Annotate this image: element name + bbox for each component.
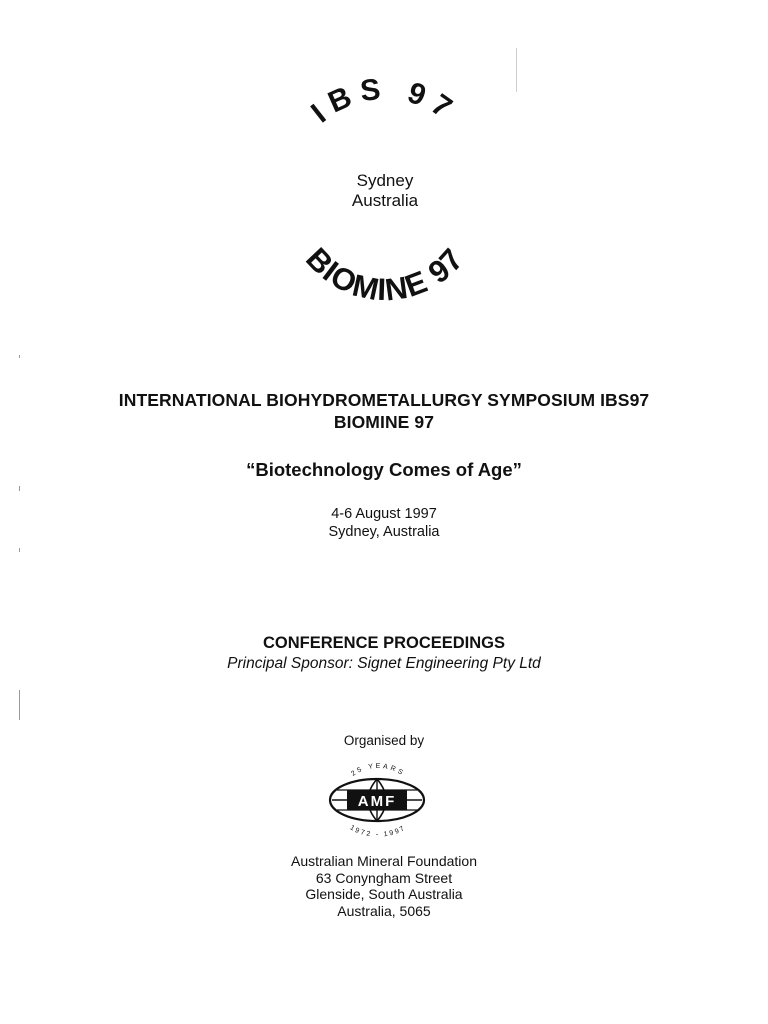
event-details	[0, 505, 768, 541]
logo-top-arc: IBS 97	[305, 72, 465, 130]
svg-text:25 YEARS	[350, 763, 406, 778]
title-line-1: INTERNATIONAL BIOHYDROMETALLURGY SYMPOSIUM IBS97	[118, 390, 650, 410]
amf-emblem	[325, 762, 429, 838]
address-line-2: 63 Conyngham Street	[315, 869, 453, 886]
svg-text:IBS 97	[305, 72, 464, 129]
svg-text:1972 - 1997	[349, 824, 408, 838]
logo-bottom-arc: BIOMINE 97	[299, 240, 471, 308]
address-line-4: Australia, 5065	[337, 902, 431, 919]
theme-tagline: “Biotechnology Comes of Age”	[246, 459, 522, 480]
proceedings-heading: CONFERENCE PROCEEDINGS	[262, 634, 506, 652]
event-dates: 4-6 August 1997	[331, 506, 437, 522]
conference-logo	[270, 72, 500, 312]
symposium-title	[0, 389, 768, 433]
emblem-years: 25 YEARS	[350, 762, 406, 778]
emblem-period: 1972 - 1997	[348, 824, 408, 838]
event-location: Sydney, Australia	[328, 524, 440, 540]
scan-mark	[19, 548, 20, 552]
address-line-3: Glenside, South Australia	[305, 886, 463, 902]
title-line-2: BIOMINE 97	[333, 412, 435, 432]
emblem-mark: AMF	[357, 793, 397, 810]
scan-mark	[19, 486, 20, 491]
address-line-1: Australian Mineral Foundation	[291, 853, 477, 869]
sponsor-line: Principal Sponsor: Signet Engineering Pty Ltd	[227, 655, 541, 672]
scan-mark	[19, 690, 20, 720]
logo-city: Sydney	[356, 171, 414, 190]
organised-by-label: Organised by	[343, 733, 425, 748]
organiser-address	[0, 853, 768, 919]
scan-mark	[19, 355, 20, 358]
svg-text:BIOMINE 97	[299, 241, 471, 308]
scan-mark	[516, 48, 517, 92]
logo-country: Australia	[351, 191, 419, 210]
